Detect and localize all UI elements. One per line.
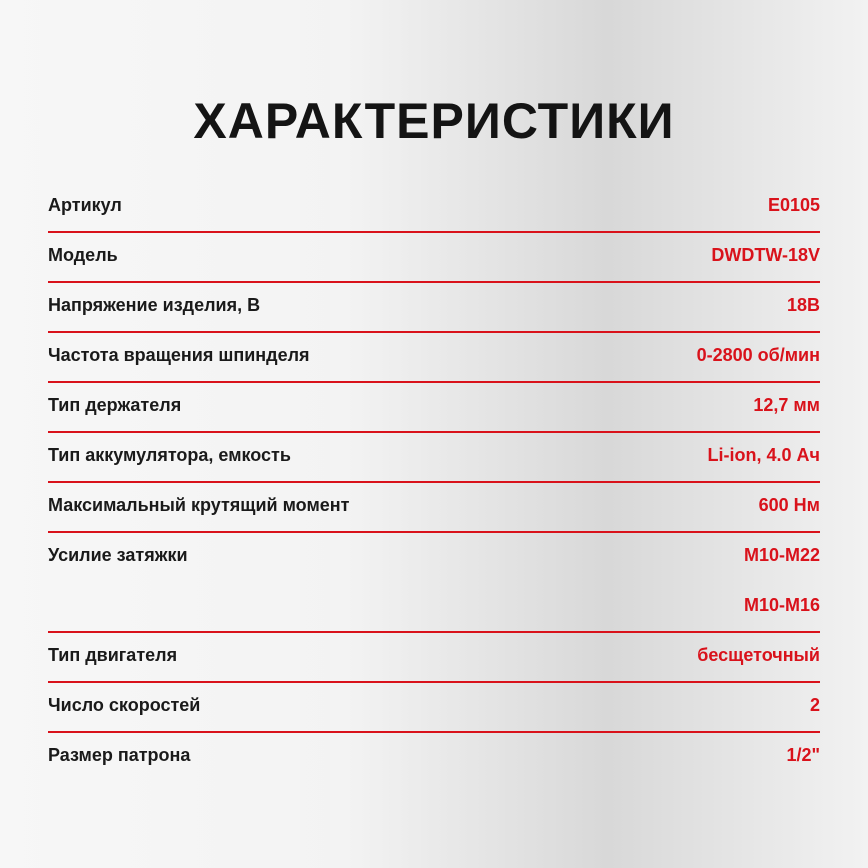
spec-value: 2	[809, 695, 820, 715]
spec-value: 1/2"	[786, 745, 820, 765]
spec-label: Артикул	[48, 195, 122, 215]
spec-label: Максимальный крутящий момент	[48, 495, 350, 515]
spec-row	[48, 183, 820, 233]
spec-row	[48, 533, 820, 583]
spec-row	[48, 333, 820, 383]
spec-row	[48, 233, 820, 283]
spec-label: Размер патрона	[48, 745, 191, 765]
spec-label: Тип аккумулятора, емкость	[48, 445, 291, 465]
spec-value: бесщеточный	[697, 645, 820, 665]
spec-label: Усилие затяжки	[48, 545, 188, 565]
spec-row	[48, 583, 820, 633]
spec-value: Li-ion, 4.0 Ач	[707, 445, 820, 465]
spec-row	[48, 733, 820, 783]
spec-label: Тип двигателя	[48, 645, 178, 665]
spec-label: Модель	[48, 245, 118, 265]
spec-row	[48, 683, 820, 733]
spec-value: 600 Нм	[758, 495, 820, 515]
spec-label: Напряжение изделия, В	[48, 295, 261, 315]
spec-row	[48, 433, 820, 483]
spec-row	[48, 483, 820, 533]
spec-value: M10-M22	[743, 545, 820, 565]
spec-value: DWDTW-18V	[711, 245, 820, 265]
spec-value: E0105	[767, 195, 820, 215]
spec-value: 18В	[786, 295, 820, 315]
spec-label: Частота вращения шпинделя	[48, 345, 310, 365]
spec-label: Тип держателя	[48, 395, 182, 415]
spec-row	[48, 283, 820, 333]
spec-value: 12,7 мм	[753, 395, 820, 415]
spec-value: 0-2800 об/мин	[696, 345, 820, 365]
spec-table	[48, 183, 820, 783]
spec-row	[48, 633, 820, 683]
page-title: ХАРАКТЕРИСТИКИ	[193, 93, 675, 149]
spec-value: M10-M16	[743, 595, 820, 615]
spec-label: Число скоростей	[48, 695, 201, 715]
spec-row	[48, 383, 820, 433]
